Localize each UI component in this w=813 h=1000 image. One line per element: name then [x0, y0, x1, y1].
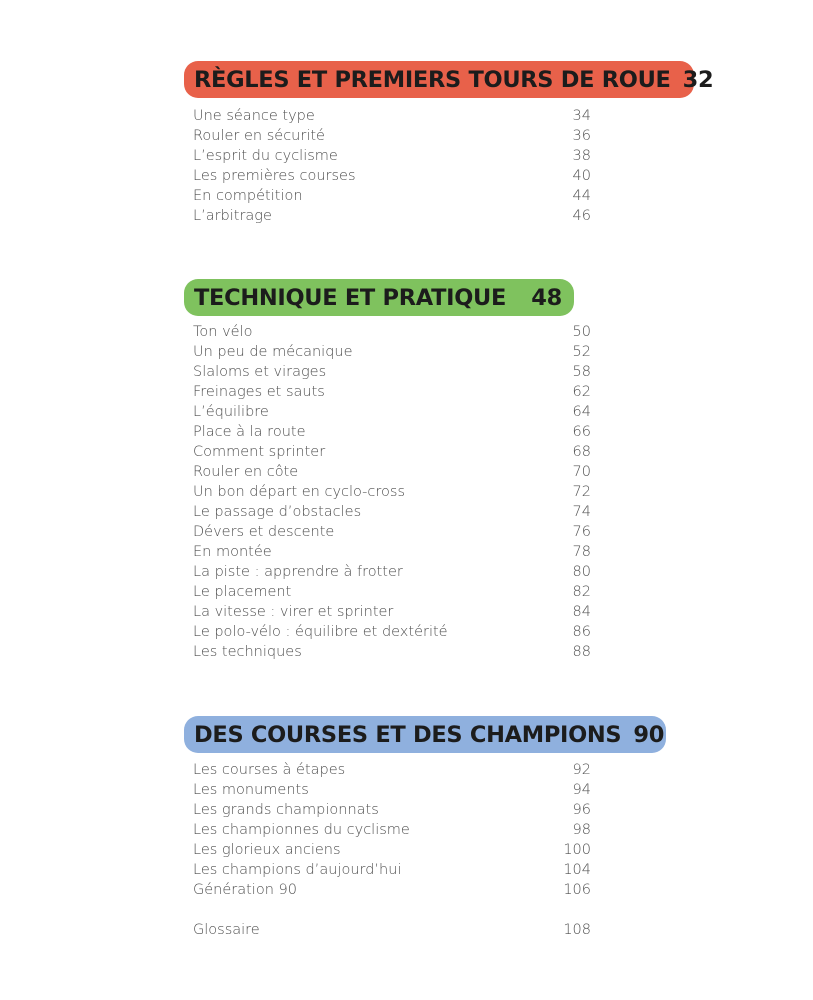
entry-label: Les champions d’aujourd’hui [193, 862, 402, 878]
section-page-number: 90 [633, 721, 665, 748]
entry-page: 86 [572, 624, 591, 640]
entry-label: Génération 90 [193, 882, 297, 898]
entry-list [193, 322, 591, 662]
entry-label: Slaloms et virages [193, 364, 327, 380]
section-title: RÈGLES ET PREMIERS TOURS DE ROUE [194, 66, 671, 93]
toc-entry[interactable] [193, 382, 591, 402]
entry-page: 68 [572, 444, 591, 460]
section-header[interactable] [184, 716, 666, 753]
entry-page: 62 [572, 384, 591, 400]
toc-entry[interactable] [193, 800, 591, 820]
entry-page: 76 [572, 524, 591, 540]
entry-page: 50 [572, 324, 591, 340]
entry-label: Glossaire [193, 922, 260, 938]
toc-entry[interactable] [193, 322, 591, 342]
toc-entry[interactable] [193, 146, 591, 166]
entry-label: En compétition [193, 188, 303, 204]
toc-entry[interactable] [193, 760, 591, 780]
entry-label: En montée [193, 544, 272, 560]
entry-page: 72 [572, 484, 591, 500]
toc-entry[interactable] [193, 166, 591, 186]
toc-entry[interactable] [193, 602, 591, 622]
entry-label: La vitesse : virer et sprinter [193, 604, 394, 620]
entry-page: 40 [572, 168, 591, 184]
entry-page: 58 [572, 364, 591, 380]
toc-entry[interactable] [193, 462, 591, 482]
entry-page: 64 [572, 404, 591, 420]
entry-label: L’équilibre [193, 404, 269, 420]
entry-page: 84 [572, 604, 591, 620]
entry-label: Un peu de mécanique [193, 344, 353, 360]
entry-label: L’esprit du cyclisme [193, 148, 338, 164]
entry-page: 66 [572, 424, 591, 440]
entry-page: 70 [572, 464, 591, 480]
entry-page: 82 [572, 584, 591, 600]
entry-list [193, 760, 591, 900]
entry-page: 94 [572, 782, 591, 798]
toc-entry[interactable] [193, 880, 591, 900]
toc-entry[interactable] [193, 402, 591, 422]
toc-entry[interactable] [193, 502, 591, 522]
toc-entry[interactable] [193, 422, 591, 442]
entry-label: Les championnes du cyclisme [193, 822, 410, 838]
entry-list [193, 106, 591, 226]
toc-entry[interactable] [193, 542, 591, 562]
toc-entry[interactable] [193, 186, 591, 206]
entry-page: 98 [572, 822, 591, 838]
toc-entry[interactable] [193, 820, 591, 840]
toc-entry[interactable] [193, 860, 591, 880]
entry-page: 104 [563, 862, 591, 878]
entry-page: 78 [572, 544, 591, 560]
entry-page: 38 [572, 148, 591, 164]
entry-label: Rouler en côte [193, 464, 299, 480]
entry-label: La piste : apprendre à frotter [193, 564, 403, 580]
toc-entry[interactable] [193, 522, 591, 542]
toc-entry[interactable] [193, 442, 591, 462]
entry-page: 96 [572, 802, 591, 818]
entry-page: 92 [572, 762, 591, 778]
entry-page: 46 [572, 208, 591, 224]
entry-page: 36 [572, 128, 591, 144]
entry-label: Ton vélo [193, 324, 253, 340]
entry-label: Les monuments [193, 782, 309, 798]
glossary-block [193, 920, 591, 940]
toc-entry[interactable] [193, 642, 591, 662]
toc-entry[interactable] [193, 562, 591, 582]
entry-label: Le passage d’obstacles [193, 504, 362, 520]
entry-page: 88 [572, 644, 591, 660]
entry-page: 106 [563, 882, 591, 898]
entry-label: Place à la route [193, 424, 306, 440]
section-header[interactable] [184, 61, 714, 98]
entry-label: Les premières courses [193, 168, 356, 184]
toc-entry[interactable] [193, 342, 591, 362]
entry-label: Une séance type [193, 108, 315, 124]
glossary-entry[interactable] [193, 920, 591, 940]
entry-label: Le polo-vélo : équilibre et dextérité [193, 624, 448, 640]
section-title: DES COURSES ET DES CHAMPIONS [194, 721, 622, 748]
entry-label: Un bon départ en cyclo-cross [193, 484, 405, 500]
entry-page: 80 [572, 564, 591, 580]
entry-page: 100 [563, 842, 591, 858]
section-page-number: 48 [531, 284, 562, 311]
entry-label: Dévers et descente [193, 524, 335, 540]
toc-entry[interactable] [193, 362, 591, 382]
entry-label: Les glorieux anciens [193, 842, 341, 858]
entry-page: 34 [572, 108, 591, 124]
entry-label: Les grands championnats [193, 802, 379, 818]
entry-label: Rouler en sécurité [193, 128, 325, 144]
entry-label: L’arbitrage [193, 208, 272, 224]
toc-entry[interactable] [193, 106, 591, 126]
toc-entry[interactable] [193, 780, 591, 800]
entry-label: Le placement [193, 584, 292, 600]
entry-page: 44 [572, 188, 591, 204]
entry-page: 52 [572, 344, 591, 360]
entry-label: Les courses à étapes [193, 762, 346, 778]
entry-page: 74 [572, 504, 591, 520]
toc-entry[interactable] [193, 840, 591, 860]
toc-entry[interactable] [193, 582, 591, 602]
section-title: TECHNIQUE ET PRATIQUE [194, 284, 507, 311]
entry-label: Comment sprinter [193, 444, 326, 460]
toc-entry[interactable] [193, 206, 591, 226]
entry-label: Les techniques [193, 644, 302, 660]
toc-entry[interactable] [193, 482, 591, 502]
section-header[interactable] [184, 279, 574, 316]
section-page-number: 32 [682, 66, 714, 93]
entry-page: 108 [563, 922, 591, 938]
toc-entry[interactable] [193, 126, 591, 146]
entry-label: Freinages et sauts [193, 384, 325, 400]
toc-entry[interactable] [193, 622, 591, 642]
